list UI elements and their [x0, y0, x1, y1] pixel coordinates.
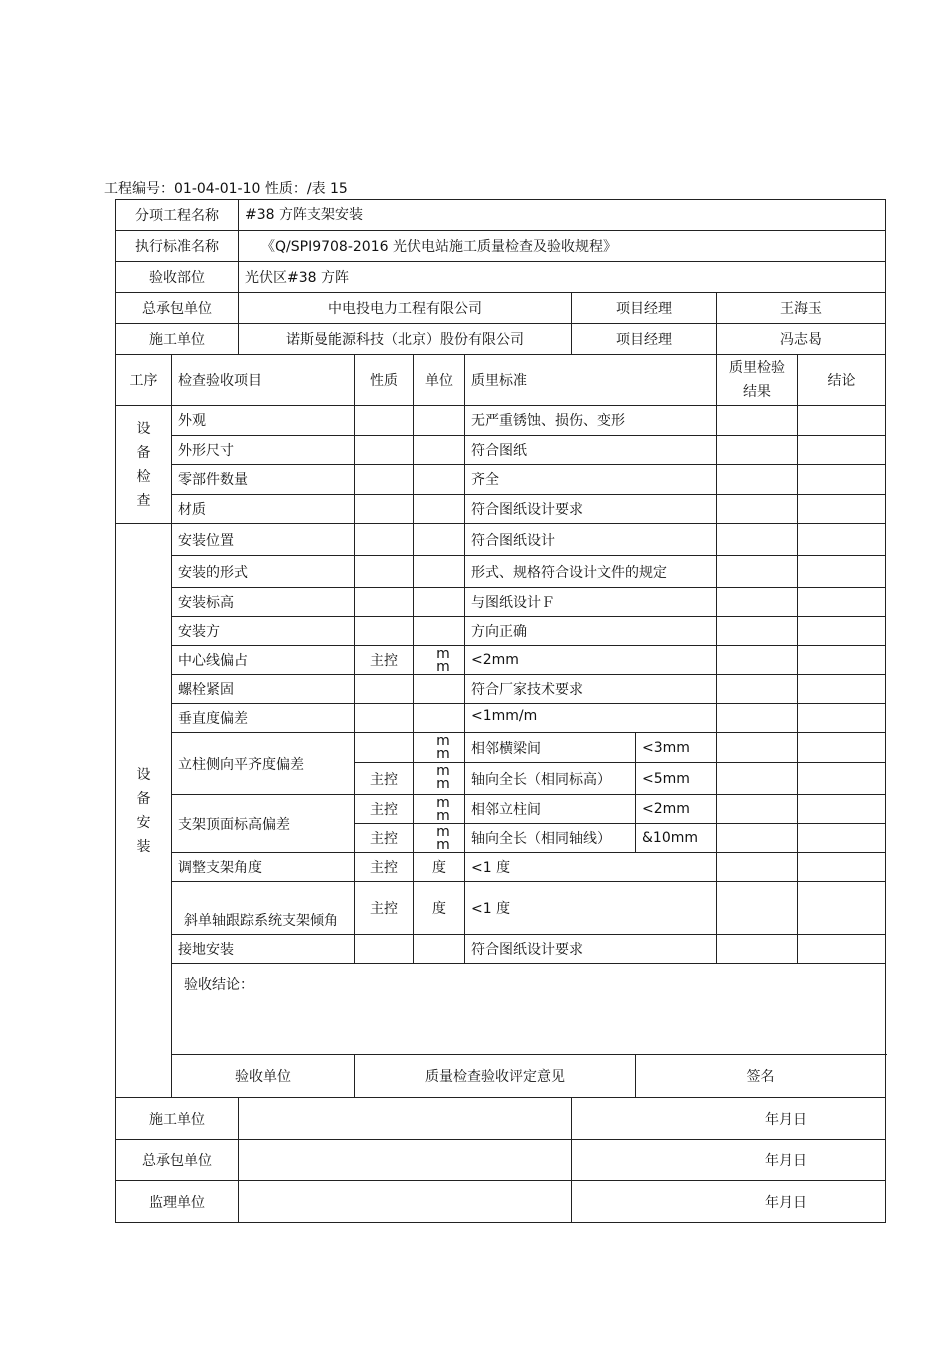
value-cell: <2mm [636, 795, 717, 824]
standard-cell: 符合图纸设计要求 [465, 935, 717, 964]
col-conclusion: 结论 [798, 355, 886, 406]
col-standard: 质里标准 [465, 355, 717, 406]
column-header-row [116, 355, 886, 406]
col-result: 质里检验结果 [717, 355, 798, 406]
value-cell: <3mm [636, 733, 717, 763]
general-contractor-row [116, 293, 886, 324]
signature-row [116, 1098, 886, 1140]
standard-cell: 符合厂家技术要求 [465, 675, 717, 704]
value-cell: &10mm [636, 824, 717, 853]
standard-cell: 相邻立柱间 [465, 795, 636, 824]
project-manager-value-1: 王海玉 [717, 293, 886, 324]
acceptance-conclusion-label: 验收结论： [172, 964, 886, 1055]
standard-value: 《Q/SPI9708-2016 光伏电站施工质量检查及验收规程》 [239, 231, 886, 262]
unit-cell: 度 [414, 853, 465, 882]
unit-cell: mm [414, 763, 465, 795]
unit-cell: mm [414, 824, 465, 853]
standard-cell: 方向正确 [465, 617, 717, 646]
location-value: 光伏区#38 方阵 [239, 262, 886, 293]
project-manager-label-2: 项目经理 [572, 324, 717, 355]
nature-cell: 主控 [355, 795, 414, 824]
table-row [116, 882, 886, 935]
date-cell: 年月日 [572, 1140, 886, 1181]
signature-header: 签名 [636, 1055, 886, 1098]
standard-cell: 齐全 [465, 465, 717, 495]
col-nature: 性质 [355, 355, 414, 406]
item-cell: 零部件数量 [172, 465, 355, 495]
standard-cell: 符合图纸设计 [465, 524, 717, 556]
table-row [116, 617, 886, 646]
item-cell: 安装位置 [172, 524, 355, 556]
project-manager-value-2: 冯志曷 [717, 324, 886, 355]
date-cell: 年月日 [572, 1098, 886, 1140]
item-cell: 外形尺寸 [172, 436, 355, 465]
item-cell: 立柱侧向平齐度偏差 [172, 733, 355, 795]
standard-cell: 形式、规格符合设计文件的规定 [465, 556, 717, 588]
nature-cell: 主控 [355, 882, 414, 935]
item-cell: 垂直度偏差 [172, 704, 355, 733]
nature-cell: 主控 [355, 824, 414, 853]
location-label: 验收部位 [116, 262, 239, 293]
date-cell: 年月日 [572, 1181, 886, 1223]
standard-cell: 无严重锈蚀、损伤、变形 [465, 406, 717, 436]
item-cell: 安装的形式 [172, 556, 355, 588]
project-manager-label-1: 项目经理 [572, 293, 717, 324]
standard-cell: <1 度 [465, 882, 717, 935]
standard-row [116, 231, 886, 262]
opinion-cell [239, 1140, 572, 1181]
standard-cell: 符合图纸 [465, 436, 717, 465]
table-row [116, 524, 886, 556]
acceptance-form-table [115, 199, 886, 1223]
opinion-header: 质量检查验收评定意见 [355, 1055, 636, 1098]
table-row [116, 935, 886, 964]
standard-cell: 轴向全长（相同轴线） [465, 824, 636, 853]
general-contractor-value: 中电投电力工程有限公司 [239, 293, 572, 324]
subproject-value: #38 方阵支架安装 [239, 200, 886, 231]
construction-unit-value: 诺斯曼能源科技（北京）股份有限公司 [239, 324, 572, 355]
table-row [116, 853, 886, 882]
table-row [116, 465, 886, 495]
item-cell: 螺栓紧固 [172, 675, 355, 704]
nature-cell: 主控 [355, 646, 414, 675]
table-row [116, 646, 886, 675]
opinion-cell [239, 1181, 572, 1223]
table-row [116, 495, 886, 524]
table-row [116, 588, 886, 617]
standard-label: 执行标准名称 [116, 231, 239, 262]
table-row [116, 436, 886, 465]
construction-unit-row [116, 324, 886, 355]
table-row [116, 556, 886, 588]
acceptance-unit-cell: 监理单位 [116, 1181, 239, 1223]
standard-cell: 符合图纸设计要求 [465, 495, 717, 524]
standard-cell: <1 度 [465, 853, 717, 882]
acceptance-unit-cell: 施工单位 [116, 1098, 239, 1140]
table-row [116, 733, 886, 763]
unit-cell: mm [414, 733, 465, 763]
opinion-cell [239, 1098, 572, 1140]
item-cell: 材质 [172, 495, 355, 524]
document-header: 工程编号：01-04-01-10 性质：/表 15 [104, 181, 348, 197]
item-cell: 中心线偏占 [172, 646, 355, 675]
table-row [116, 406, 886, 436]
item-cell: 支架顶面标高偏差 [172, 795, 355, 853]
unit-cell: mm [414, 795, 465, 824]
col-unit: 单位 [414, 355, 465, 406]
item-cell: 调整支架角度 [172, 853, 355, 882]
standard-cell: <1mm/m [465, 704, 717, 733]
construction-unit-label: 施工单位 [116, 324, 239, 355]
standard-cell: <2mm [465, 646, 717, 675]
group-equipment-check: 设备检查 [116, 406, 172, 524]
item-cell: 外观 [172, 406, 355, 436]
nature-cell [355, 733, 414, 763]
standard-cell: 相邻横梁间 [465, 733, 636, 763]
table-row [116, 795, 886, 824]
subproject-row [116, 200, 886, 231]
table-row [116, 675, 886, 704]
general-contractor-label: 总承包单位 [116, 293, 239, 324]
subproject-label: 分项工程名称 [116, 200, 239, 231]
acceptance-conclusion-row [116, 964, 886, 1055]
acceptance-unit-cell: 总承包单位 [116, 1140, 239, 1181]
acceptance-unit-header: 验收单位 [172, 1055, 355, 1098]
col-process: 工序 [116, 355, 172, 406]
nature-cell: 主控 [355, 763, 414, 795]
group-equipment-install: 设备安装 [116, 524, 172, 1098]
unit-cell: mm [414, 646, 465, 675]
signature-row [116, 1181, 886, 1223]
item-cell: 安装方 [172, 617, 355, 646]
col-item: 检查验收项目 [172, 355, 355, 406]
nature-cell: 主控 [355, 853, 414, 882]
signature-header-row [116, 1055, 886, 1098]
table-row [116, 704, 886, 733]
unit-cell: 度 [414, 882, 465, 935]
item-cell: 接地安装 [172, 935, 355, 964]
item-cell: 斜单轴跟踪系统支架倾角 [172, 882, 355, 935]
item-cell: 安装标高 [172, 588, 355, 617]
location-row [116, 262, 886, 293]
standard-cell: 轴向全长（相同标高） [465, 763, 636, 795]
signature-row [116, 1140, 886, 1181]
value-cell: <5mm [636, 763, 717, 795]
standard-cell: 与图纸设计Ｆ [465, 588, 717, 617]
